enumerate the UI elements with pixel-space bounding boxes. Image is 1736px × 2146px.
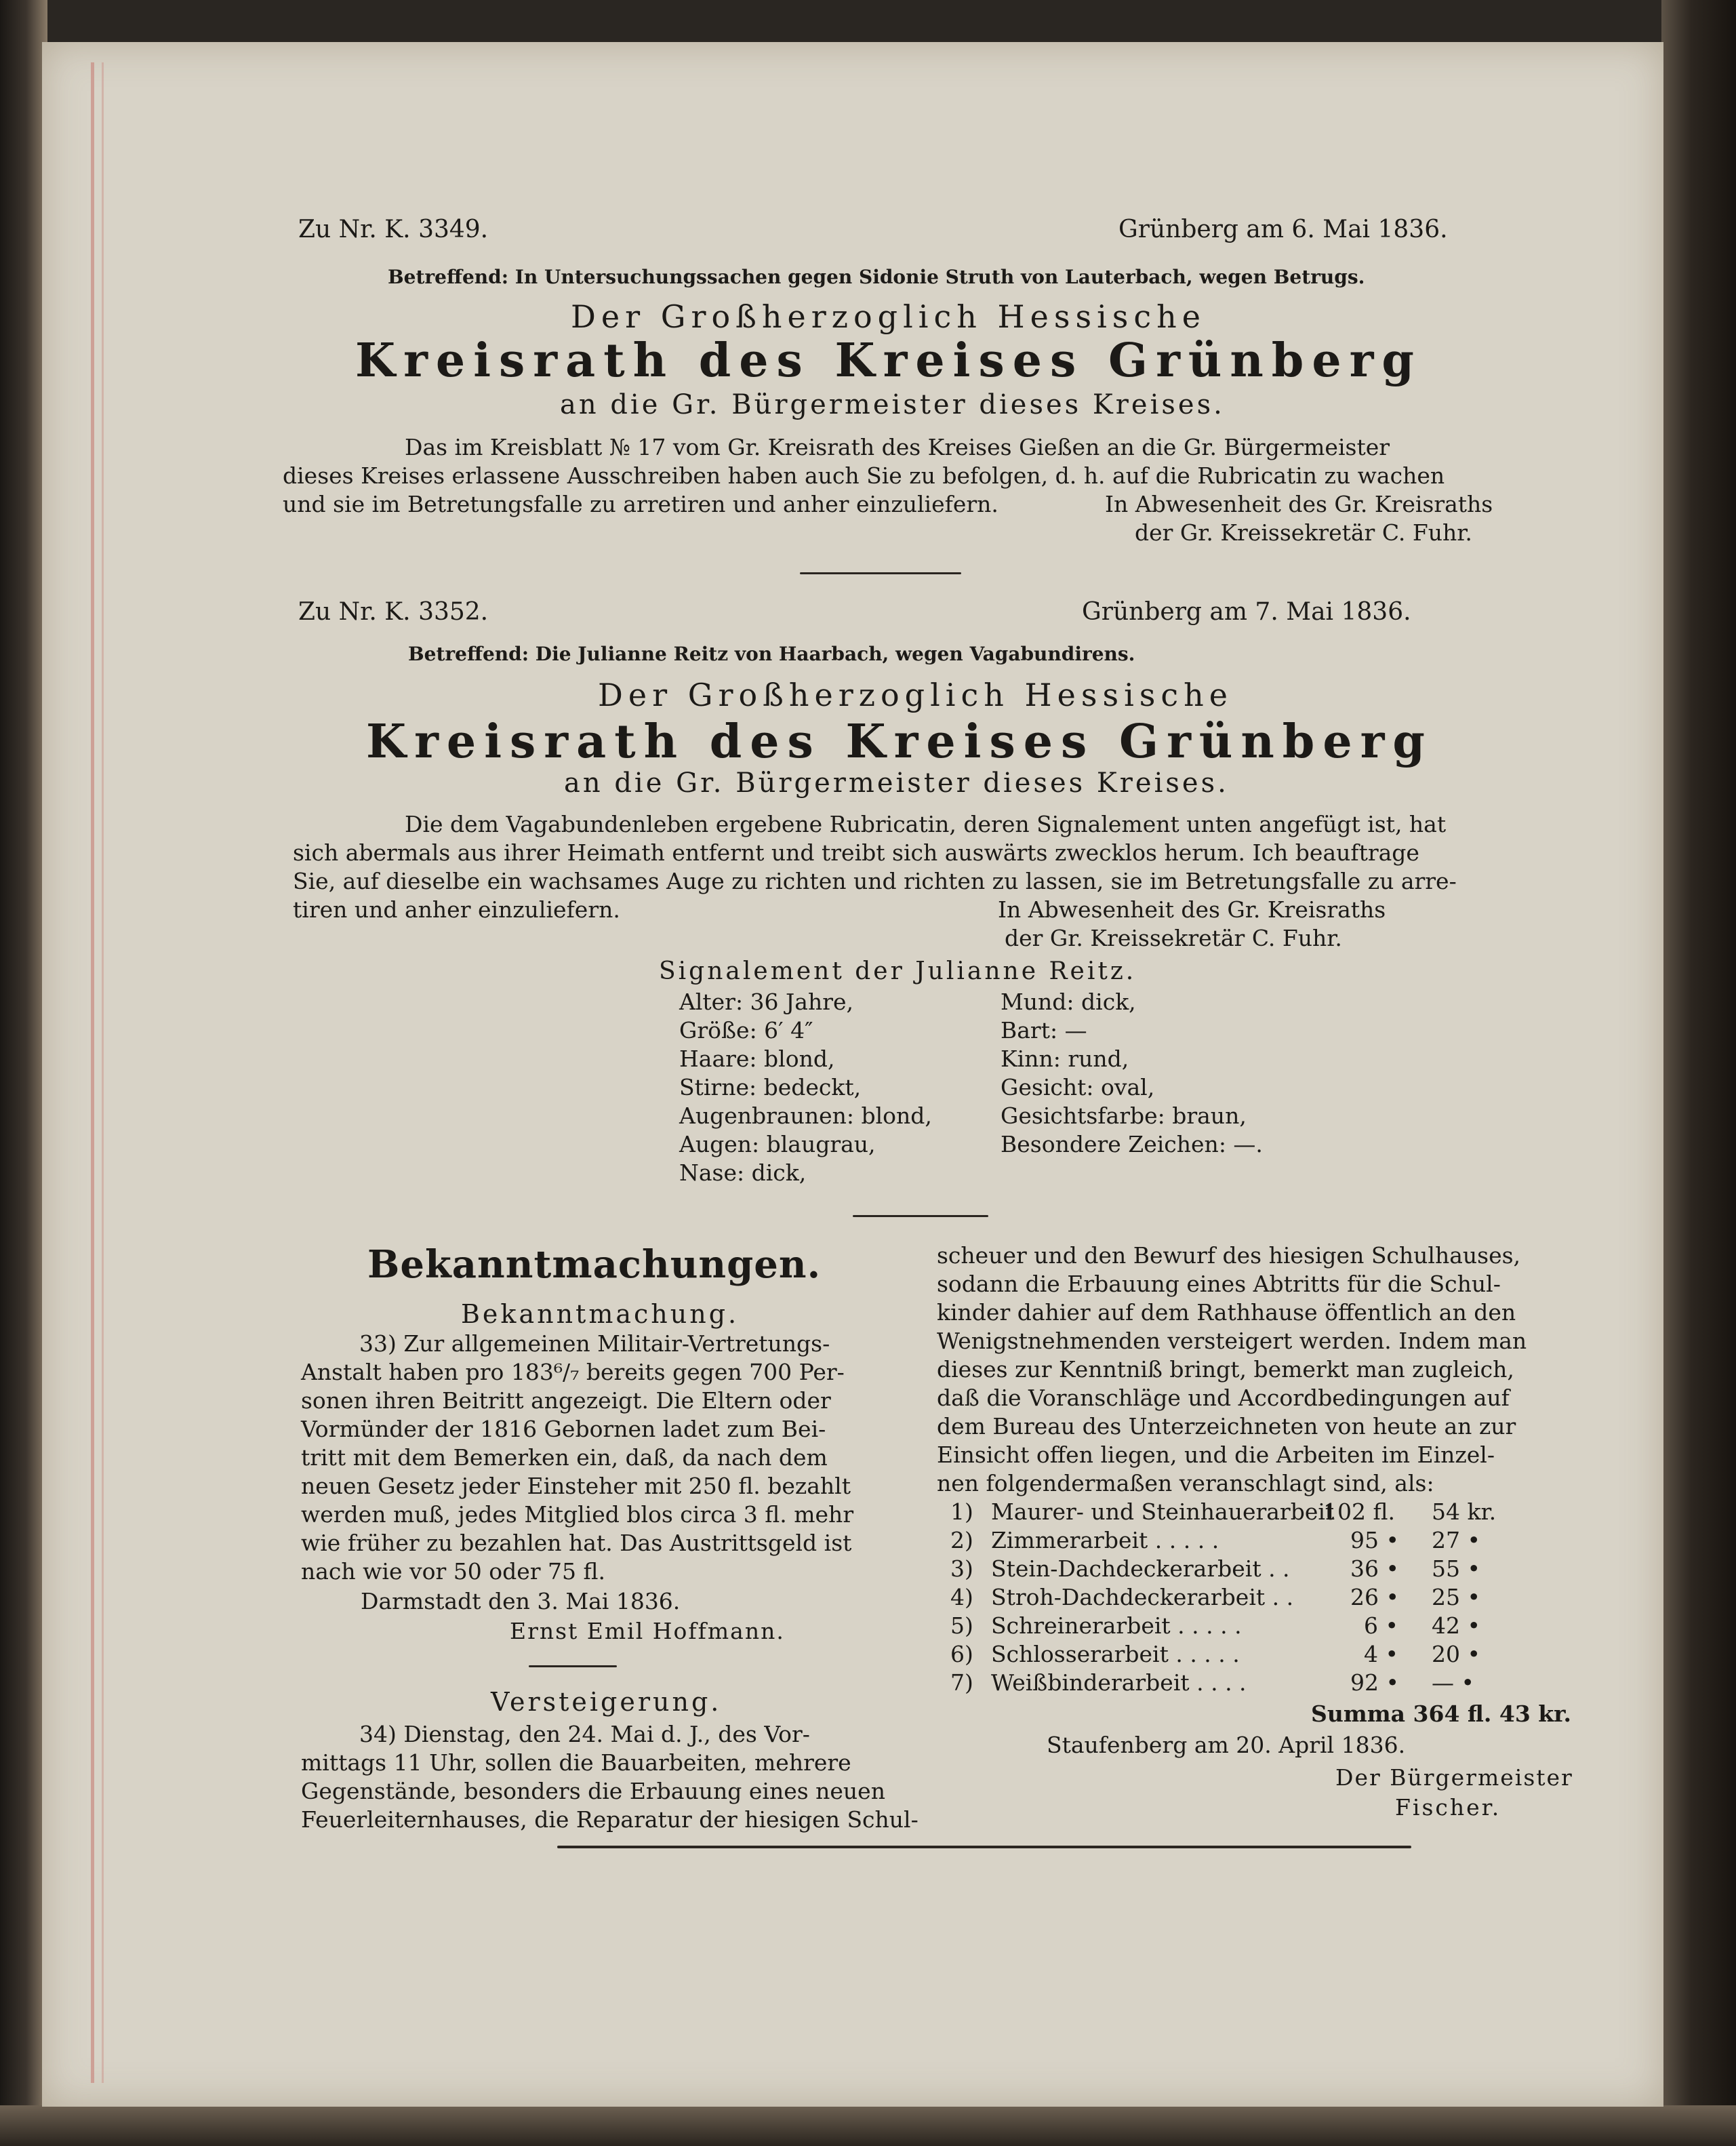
cost-row-kr: 27 • [1432, 1527, 1480, 1553]
cost-row-no: 5) [950, 1612, 973, 1639]
cost-row-fl: 95 • [1350, 1527, 1399, 1553]
notice2-header2: Kreisrath des Kreises Grünberg [366, 715, 1433, 769]
announcement34-date: Staufenberg am 20. April 1836. [1047, 1732, 1406, 1758]
text34-right-line9: nen folgendermaßen veranschlagt sind, als: [937, 1470, 1434, 1496]
signalement-title: Signalement der Julianne Reitz. [659, 957, 1137, 985]
cost-row-fl: 92 • [1350, 1669, 1399, 1696]
cost-row-kr: 42 • [1432, 1612, 1480, 1639]
signalement-right-2: Bart: — [1001, 1017, 1087, 1044]
cost-row-item: Schreinerarbeit . . . . . [991, 1612, 1242, 1639]
cost-row-item: Weißbinderarbeit . . . . [991, 1669, 1247, 1696]
cost-row-no: 3) [950, 1555, 973, 1582]
signalement-left-7: Nase: dick, [679, 1159, 807, 1186]
announcements-heading: Bekanntmachungen. [367, 1242, 822, 1287]
text34-line1: 34) Dienstag, den 24. Mai d. J., des Vor- [359, 1721, 810, 1747]
cost-row-fl: 36 • [1350, 1555, 1399, 1582]
cost-row-fl: 26 • [1350, 1584, 1399, 1610]
book-edge-bottom [0, 2105, 1736, 2146]
cost-row-item: Zimmerarbeit . . . . . [991, 1527, 1219, 1553]
text33-line6: neuen Gesetz jeder Einsteher mit 250 fl. bezahlt [301, 1473, 851, 1499]
text33-line7: werden muß, jedes Mitglied blos circa 3 fl. mehr [301, 1501, 854, 1528]
signalement-left-3: Haare: blond, [679, 1046, 835, 1072]
cost-row-kr: — • [1432, 1669, 1474, 1696]
notice2-body-line4: tiren und anher einzuliefern. [293, 896, 620, 923]
notice1-header3: an die Gr. Bürgermeister dieses Kreises. [560, 389, 1225, 420]
text34-right-line4: Wenigstnehmenden versteigert werden. Indem man [937, 1328, 1527, 1354]
text34-line3: Gegenstände, besonders die Erbauung eines neuen [301, 1778, 885, 1804]
notice2-subject: Betreffend: Die Julianne Reitz von Haarbach, wegen Vagabundirens. [408, 643, 1135, 665]
text33-line2: Anstalt haben pro 183⁶/₇ bereits gegen 700 Per- [301, 1359, 845, 1385]
announcement34-signer-title: Der Bürgermeister [1335, 1764, 1573, 1791]
text34-line2: mittags 11 Uhr, sollen die Bauarbeiten, mehrere [301, 1749, 851, 1776]
text34-right-line8: Einsicht offen liegen, und die Arbeiten im Einzel- [937, 1442, 1495, 1468]
signalement-right-6: Besondere Zeichen: —. [1001, 1131, 1263, 1157]
text34-right-line2: sodann die Erbauung eines Abtritts für die Schul- [937, 1271, 1501, 1297]
cost-row-item: Stein-Dachdeckerarbeit . . [991, 1555, 1290, 1582]
notice2-sign1: In Abwesenheit des Gr. Kreisraths [998, 896, 1386, 923]
cost-row-fl: 4 • [1364, 1641, 1398, 1667]
cost-summa: Summa 364 fl. 43 kr. [1311, 1701, 1571, 1727]
book-binding-left [0, 0, 47, 2146]
text33-line3: sonen ihren Beitritt angezeigt. Die Eltern oder [301, 1387, 831, 1414]
text33-line4: Vormünder der 1816 Gebornen ladet zum Bei- [301, 1416, 826, 1442]
cost-row-no: 6) [950, 1641, 973, 1667]
announcement-subheading: Bekanntmachung. [461, 1299, 740, 1329]
notice2-header1: Der Großherzoglich Hessische [598, 677, 1233, 713]
signalement-right-3: Kinn: rund, [1001, 1046, 1129, 1072]
book-binding-right [1661, 0, 1736, 2146]
notice1-sign1: In Abwesenheit des Gr. Kreisraths [1105, 491, 1493, 517]
notice1-header1: Der Großherzoglich Hessische [571, 298, 1206, 335]
signalement-left-4: Stirne: bedeckt, [679, 1074, 862, 1100]
cost-row-kr: 55 • [1432, 1555, 1480, 1582]
text34-line4: Feuerleiternhauses, die Reparatur der hiesigen Schul- [301, 1806, 919, 1833]
cost-row-no: 7) [950, 1669, 973, 1696]
announcement34-signer-name: Fischer. [1395, 1794, 1501, 1821]
cost-row-item: Stroh-Dachdeckerarbeit . . [991, 1584, 1294, 1610]
notice1-header2: Kreisrath des Kreises Grünberg [355, 334, 1422, 388]
notice2-body-line1: Die dem Vagabundenleben ergebene Rubricatin, deren Signalement unten angefügt ist, hat [405, 811, 1447, 837]
signalement-left-1: Alter: 36 Jahre, [679, 989, 853, 1015]
text33-line8: wie früher zu bezahlen hat. Das Austrittsgeld ist [301, 1530, 852, 1556]
signalement-right-4: Gesicht: oval, [1001, 1074, 1155, 1100]
notice1-subject: Betreffend: In Untersuchungssachen gegen Sidonie Struth von Lauterbach, wegen Betrugs. [388, 266, 1365, 288]
notice1-body-line3: und sie im Betretungsfalle zu arretiren und anher einzuliefern. [283, 491, 998, 517]
notice1-sign2: der Gr. Kreissekretär C. Fuhr. [1135, 519, 1472, 546]
text34-right-line6: daß die Voranschläge und Accordbedingungen auf [937, 1385, 1510, 1411]
signalement-left-2: Größe: 6′ 4″ [679, 1017, 813, 1044]
text34-right-line5: dieses zur Kenntniß bringt, bemerkt man zugleich, [937, 1356, 1514, 1383]
cost-row-kr: 25 • [1432, 1584, 1480, 1610]
cost-row-item: Schlosserarbeit . . . . . [991, 1641, 1240, 1667]
notice2-sign2: der Gr. Kreissekretär C. Fuhr. [1005, 925, 1342, 951]
text33-line9: nach wie vor 50 oder 75 fl. [301, 1558, 605, 1585]
document-page [42, 42, 1663, 2107]
text34-right-line7: dem Bureau des Unterzeichneten von heute an zur [937, 1413, 1516, 1439]
separator [853, 1215, 988, 1217]
bottom-rule [557, 1846, 1411, 1848]
announcement33-signature: Ernst Emil Hoffmann. [510, 1618, 785, 1644]
signalement-left-5: Augenbraunen: blond, [679, 1102, 932, 1129]
notice2-body-line2: sich abermals aus ihrer Heimath entfernt und treibt sich auswärts zwecklos herum. Ich beauftrage [293, 839, 1419, 866]
signalement-right-5: Gesichtsfarbe: braun, [1001, 1102, 1247, 1129]
notice2-header3: an die Gr. Bürgermeister dieses Kreises. [564, 768, 1229, 799]
signalement-right-1: Mund: dick, [1001, 989, 1136, 1015]
notice1-body-line1: Das im Kreisblatt № 17 vom Gr. Kreisrath des Kreises Gießen an die Gr. Bürgermeister [405, 434, 1390, 460]
notice1-body-line2: dieses Kreises erlassene Ausschreiben haben auch Sie zu befolgen, d. h. auf die Rubricatin zu wachen [283, 462, 1445, 489]
cost-row-kr: 20 • [1432, 1641, 1480, 1667]
text33-line5: tritt mit dem Bemerken ein, daß, da nach dem [301, 1444, 828, 1471]
notice2-body-line3: Sie, auf dieselbe ein wachsames Auge zu richten und richten zu lassen, sie im Betretungsfalle zu arre- [293, 868, 1457, 894]
cost-row-no: 4) [950, 1584, 973, 1610]
cost-row-item: Maurer- und Steinhauerarbeit [991, 1498, 1335, 1525]
versteigerung-heading: Versteigerung. [491, 1687, 722, 1717]
text34-right-line3: kinder dahier auf dem Rathhause öffentlich an den [937, 1299, 1516, 1326]
notice1-date: Grünberg am 6. Mai 1836. [1118, 216, 1448, 243]
cost-row-fl: 6 • [1364, 1612, 1398, 1639]
announcement33-date: Darmstadt den 3. Mai 1836. [361, 1588, 681, 1614]
cost-row-kr: 54 kr. [1432, 1498, 1497, 1525]
signalement-left-6: Augen: blaugrau, [679, 1131, 876, 1157]
separator [800, 572, 961, 574]
text33-line1: 33) Zur allgemeinen Militair-Vertretungs- [359, 1330, 830, 1357]
cost-row-no: 2) [950, 1527, 973, 1553]
separator [529, 1665, 617, 1667]
notice2-ref: Zu Nr. K. 3352. [298, 598, 489, 626]
text34-right-line1: scheuer und den Bewurf des hiesigen Schulhauses, [937, 1242, 1521, 1269]
notice2-date: Grünberg am 7. Mai 1836. [1082, 598, 1411, 626]
cost-row-no: 1) [950, 1498, 973, 1525]
cost-row-fl: 102 fl. [1323, 1498, 1395, 1525]
page-content [42, 42, 1663, 2107]
notice1-ref: Zu Nr. K. 3349. [298, 216, 489, 243]
